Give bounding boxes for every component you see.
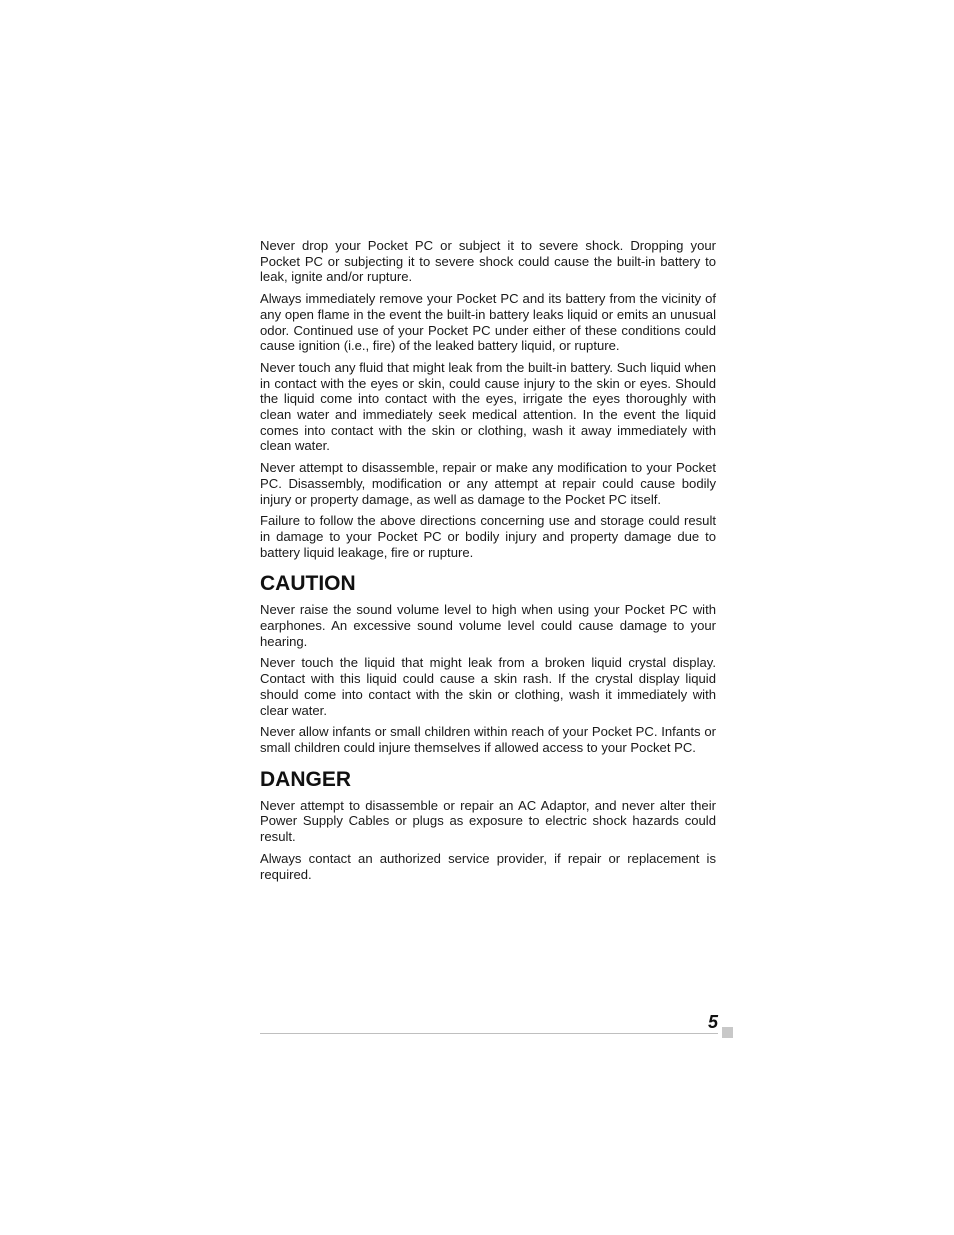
caution-paragraph-volume: Never raise the sound volume level to high when using your Pocket PC with earphones. An excessive sound volume level could cause damage to your hearing. xyxy=(260,602,716,649)
paragraph-failure-to-follow: Failure to follow the above directions concerning use and storage could result in damage to your Pocket PC or bodily injury and property damage due to battery liquid leakage, fire or rupture. xyxy=(260,513,716,560)
paragraph-open-flame: Always immediately remove your Pocket PC and its battery from the vicinity of any open flame in the event the built-in battery leaks liquid or emits an unusual odor. Continued use of your Pocket PC under either of these conditions could cause ignition (i.e., fire) of the leaked battery liquid, or rupture. xyxy=(260,291,716,354)
caution-heading: CAUTION xyxy=(260,572,356,596)
paragraph-disassemble: Never attempt to disassemble, repair or make any modification to your Pocket PC. Disassembly, modification or any attempt at repair could cause bodily injury or property damage, as well as damage to the Pocket PC itself. xyxy=(260,460,716,507)
page-number: 5 xyxy=(707,1012,718,1032)
footer-divider xyxy=(260,1033,718,1034)
caution-paragraph-children: Never allow infants or small children within reach of your Pocket PC. Infants or small children could injure themselves if allowed access to your Pocket PC. xyxy=(260,724,716,755)
page-content xyxy=(260,238,716,888)
caution-paragraph-lcd-liquid: Never touch the liquid that might leak from a broken liquid crystal display. Contact with this liquid could cause a skin rash. If the crystal display liquid should come into contact with the skin or clothing, wash it immediately with clear water. xyxy=(260,655,716,718)
paragraph-battery-fluid: Never touch any fluid that might leak from the built-in battery. Such liquid when in contact with the eyes or skin, could cause injury to the skin or eyes. Should the liquid come into contact with the eyes, irrigate the eyes thoroughly with clean water and immediately seek medical attention. In the event the liquid comes into contact with the skin or clothing, wash it away immediately with clean water. xyxy=(260,359,716,454)
page-marker-square xyxy=(722,1027,733,1038)
danger-heading: DANGER xyxy=(260,767,352,791)
danger-paragraph-service-provider: Always contact an authorized service provider, if repair or replacement is required. xyxy=(260,850,716,882)
danger-paragraph-ac-adaptor: Never attempt to disassemble or repair an AC Adaptor, and never alter their Power Supply Cables or plugs as exposure to electric shock hazards could result. xyxy=(260,797,716,845)
paragraph-drop-shock: Never drop your Pocket PC or subject it to severe shock. Dropping your Pocket PC or subjecting it to severe shock could cause the built-in battery to leak, ignite and/or rupture. xyxy=(260,238,716,285)
